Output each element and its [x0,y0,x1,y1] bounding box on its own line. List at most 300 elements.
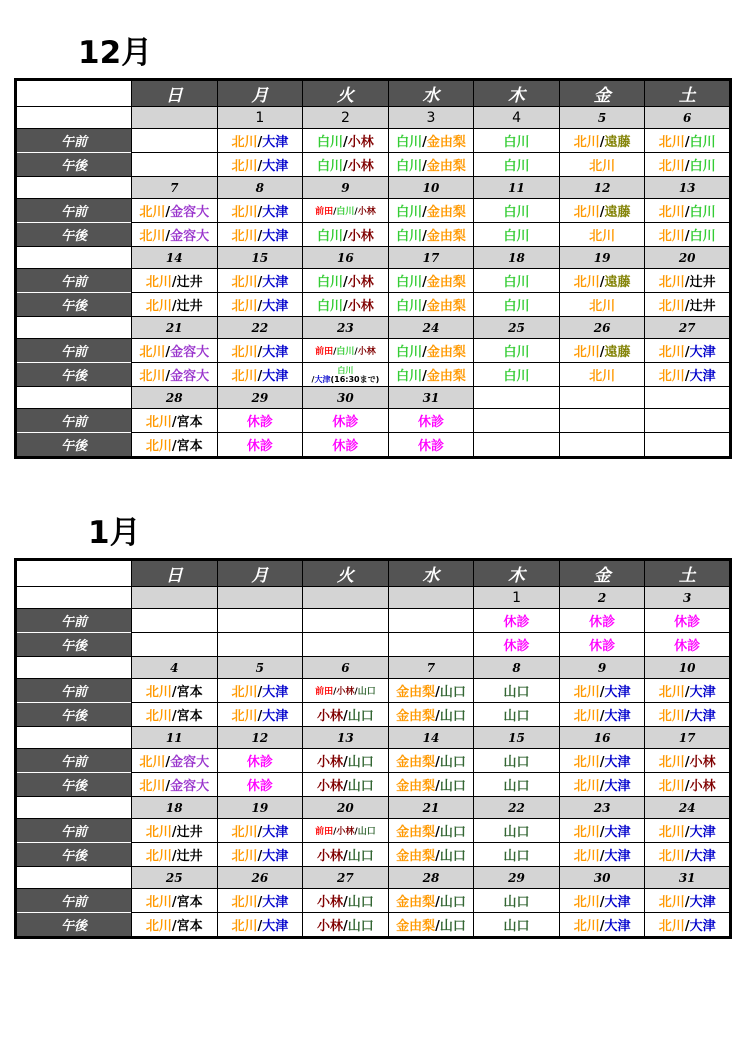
doctor-name: 北川 [658,275,685,290]
doctor-name: 北川 [658,229,685,244]
afternoon-row [16,913,731,938]
name-separator: / [257,159,263,174]
afternoon-label: 午後 [16,433,132,458]
doctor-name: 白川 [317,229,344,244]
date-row [16,587,731,609]
closed-label: 休診 [674,639,701,654]
afternoon-label: 午後 [16,223,132,247]
shift-cell [303,409,389,433]
weekday-header: 木 [474,560,560,587]
doctor-name: 山口 [439,825,466,840]
shift-cell [217,819,303,843]
shift-cell [132,199,218,223]
shift-cell [132,339,218,363]
date-cell: 29 [217,387,303,409]
doctor-name: 山口 [439,709,466,724]
shift-cell [217,913,303,938]
date-cell: 8 [217,177,303,199]
date-cell: 31 [645,867,731,889]
closed-label: 休診 [589,639,616,654]
shift-cell [303,609,389,633]
name-separator: / [354,687,358,697]
date-row [16,727,731,749]
shift-cell [474,153,560,177]
name-separator: / [599,709,605,724]
doctor-name: 金由梨 [426,135,466,150]
doctor-name: 北川 [589,229,616,244]
doctor-name: 白川 [396,135,423,150]
shift-cell [645,293,731,317]
date-cell: 17 [388,247,474,269]
doctor-name: 前田 [315,207,334,217]
shift-cell [132,749,218,773]
morning-row [16,409,731,433]
shift-cell [303,293,389,317]
doctor-name: 大津 [604,919,631,934]
date-cell: 2 [303,107,389,129]
shift-cell [132,269,218,293]
shift-cell [388,199,474,223]
date-cell: 20 [645,247,731,269]
name-separator: / [165,205,171,220]
morning-row [16,199,731,223]
shift-cell [559,433,645,458]
doctor-name: 宮本 [176,415,203,430]
date-cell: 19 [217,797,303,819]
doctor-name: 北川 [658,849,685,864]
date-cell: 11 [132,727,218,749]
name-separator: / [257,895,263,910]
doctor-name: 大津 [262,709,289,724]
doctor-name: 山口 [503,895,530,910]
date-row [16,867,731,889]
date-cell: 13 [303,727,389,749]
name-separator: / [257,135,263,150]
month-title-december: 12月 [78,35,153,71]
name-separator: / [684,685,690,700]
doctor-name: (16:30まで) [330,374,380,384]
shift-cell [559,129,645,153]
shift-cell [388,889,474,913]
doctor-name: 北川 [145,825,172,840]
shift-cell [559,363,645,387]
shift-cell [559,679,645,703]
date-cell: 6 [645,107,731,129]
doctor-name: 金由梨 [396,685,436,700]
shift-cell [474,773,560,797]
name-separator: / [684,205,690,220]
date-row [16,317,731,339]
name-separator: / [171,415,177,430]
name-separator: / [684,159,690,174]
morning-label: 午前 [16,339,132,363]
date-cell: 22 [217,317,303,339]
doctor-name: 金容大 [170,205,210,220]
name-separator: / [684,275,690,290]
date-row [16,657,731,679]
weekday-header: 水 [388,80,474,107]
shift-cell [217,679,303,703]
name-separator: / [171,685,177,700]
date-cell: 22 [474,797,560,819]
doctor-name: 山口 [347,779,374,794]
doctor-name: 北川 [231,685,258,700]
afternoon-label: 午後 [16,913,132,938]
shift-cell [388,409,474,433]
doctor-name: 北川 [145,439,172,454]
shift-cell [645,609,731,633]
shift-cell [474,679,560,703]
name-separator: / [684,825,690,840]
shift-cell [303,433,389,458]
doctor-name: 北川 [231,159,258,174]
doctor-name: 白川 [336,347,355,357]
date-cell: 23 [559,797,645,819]
doctor-name: 大津 [689,895,716,910]
shift-cell [645,433,731,458]
shift-cell [559,153,645,177]
date-cell: 4 [474,107,560,129]
doctor-name: 金容大 [170,779,210,794]
shift-cell [559,889,645,913]
shift-cell [132,913,218,938]
doctor-name: 北川 [658,895,685,910]
date-cell [559,387,645,409]
shift-cell [303,819,389,843]
weekday-header: 日 [132,80,218,107]
doctor-name: 北川 [589,159,616,174]
doctor-name: 小林 [336,687,355,697]
shift-cell [559,339,645,363]
morning-label: 午前 [16,609,132,633]
doctor-name: 北川 [658,919,685,934]
date-row-spacer [16,247,132,269]
doctor-name: 大津 [604,825,631,840]
name-separator: / [171,299,177,314]
shift-cell [559,633,645,657]
doctor-name: 山口 [439,755,466,770]
shift-cell [645,129,731,153]
shift-cell [559,703,645,727]
doctor-name: 北川 [658,369,685,384]
doctor-name: 北川 [231,135,258,150]
name-separator: / [171,275,177,290]
shift-cell [388,773,474,797]
doctor-name: 北川 [145,415,172,430]
doctor-name: 北川 [658,299,685,314]
doctor-name: 大津 [689,919,716,934]
name-separator: / [354,347,358,357]
date-cell: 17 [645,727,731,749]
date-cell: 5 [217,657,303,679]
shift-cell [388,703,474,727]
doctor-name: 金由梨 [426,205,466,220]
name-separator: / [422,345,427,360]
shift-line [303,375,388,384]
name-separator: / [599,919,605,934]
name-separator: / [684,919,690,934]
name-separator: / [599,135,605,150]
date-cell: 28 [132,387,218,409]
shift-cell [559,199,645,223]
closed-label: 休診 [332,439,359,454]
doctor-name: 白川 [503,135,530,150]
weekday-header: 火 [303,560,389,587]
doctor-name: 北川 [573,755,600,770]
doctor-name: 宮本 [176,439,203,454]
doctor-name: 北川 [658,345,685,360]
name-separator: / [257,205,263,220]
afternoon-label: 午後 [16,773,132,797]
name-separator: / [435,779,440,794]
name-separator: / [422,369,427,384]
doctor-name: 北川 [231,345,258,360]
morning-row [16,609,731,633]
closed-label: 休診 [246,755,273,770]
doctor-name: 小林 [347,135,374,150]
shift-cell [132,819,218,843]
doctor-name: 白川 [689,229,716,244]
name-separator: / [599,779,605,794]
doctor-name: 北川 [658,205,685,220]
date-cell: 14 [132,247,218,269]
name-separator: / [343,849,348,864]
doctor-name: 小林 [317,849,344,864]
shift-cell [217,153,303,177]
doctor-name: 白川 [503,275,530,290]
date-cell: 4 [132,657,218,679]
closed-label: 休診 [589,615,616,630]
name-separator: / [684,895,690,910]
date-cell: 5 [559,107,645,129]
shift-cell [132,363,218,387]
shift-cell [132,293,218,317]
doctor-name: 山口 [439,779,466,794]
date-cell: 7 [132,177,218,199]
date-cell: 18 [132,797,218,819]
date-row-spacer [16,387,132,409]
shift-cell [559,773,645,797]
morning-label: 午前 [16,409,132,433]
date-row [16,107,731,129]
afternoon-label: 午後 [16,153,132,177]
doctor-name: 大津 [689,825,716,840]
shift-cell [474,633,560,657]
shift-cell [388,609,474,633]
date-row [16,797,731,819]
name-separator: / [171,709,177,724]
morning-label: 午前 [16,819,132,843]
name-separator: / [599,205,605,220]
doctor-name: 北川 [231,275,258,290]
shift-cell [303,773,389,797]
doctor-name: 山口 [347,709,374,724]
doctor-name: 白川 [503,299,530,314]
doctor-name: 大津 [604,895,631,910]
shift-cell [474,223,560,247]
shift-cell [559,293,645,317]
shift-cell [217,843,303,867]
date-cell: 29 [474,867,560,889]
doctor-name: 白川 [317,275,344,290]
date-cell: 30 [303,387,389,409]
date-cell: 2 [559,587,645,609]
shift-cell [474,819,560,843]
name-separator: / [165,345,171,360]
shift-cell [645,679,731,703]
closed-label: 休診 [674,615,701,630]
shift-cell [645,889,731,913]
shift-cell [474,269,560,293]
doctor-name: 北川 [145,709,172,724]
morning-row [16,339,731,363]
shift-cell [645,633,731,657]
name-separator: / [599,825,605,840]
doctor-name: 大津 [689,369,716,384]
name-separator: / [354,207,358,217]
doctor-name: 大津 [262,229,289,244]
doctor-name: 遠藤 [604,345,631,360]
closed-label: 休診 [417,439,444,454]
doctor-name: 金由梨 [396,849,436,864]
doctor-name: 金容大 [170,755,210,770]
name-separator: / [257,275,263,290]
closed-label: 休診 [246,415,273,430]
name-separator: / [599,895,605,910]
doctor-name: 前田 [315,347,334,357]
weekday-header: 金 [559,80,645,107]
shift-cell [388,749,474,773]
shift-cell [132,153,218,177]
date-row-spacer [16,727,132,749]
date-cell [132,107,218,129]
shift-cell [474,409,560,433]
date-row [16,177,731,199]
shift-cell [474,913,560,938]
afternoon-row [16,363,731,387]
morning-row [16,269,731,293]
doctor-name: 辻井 [176,275,203,290]
doctor-name: 北川 [658,779,685,794]
date-cell: 19 [559,247,645,269]
doctor-name: 北川 [573,709,600,724]
name-separator: / [257,229,263,244]
date-cell: 25 [132,867,218,889]
name-separator: / [599,275,605,290]
doctor-name: 遠藤 [604,205,631,220]
date-cell: 23 [303,317,389,339]
doctor-name: 金由梨 [396,709,436,724]
closed-label: 休診 [246,779,273,794]
doctor-name: 白川 [396,205,423,220]
doctor-name: 辻井 [176,849,203,864]
shift-cell [474,339,560,363]
afternoon-row [16,773,731,797]
doctor-name: 小林 [689,755,716,770]
date-cell: 11 [474,177,560,199]
doctor-name: 大津 [262,849,289,864]
date-row [16,247,731,269]
doctor-name: 北川 [589,299,616,314]
name-separator: / [435,709,440,724]
name-separator: / [422,159,427,174]
name-separator: / [257,919,263,934]
shift-cell [217,363,303,387]
shift-cell [217,129,303,153]
date-cell: 16 [559,727,645,749]
doctor-name: 山口 [357,687,376,697]
doctor-name: 北川 [573,825,600,840]
date-cell: 3 [388,107,474,129]
date-cell [645,387,731,409]
shift-cell [645,913,731,938]
doctor-name: 白川 [689,205,716,220]
doctor-name: / [311,374,315,384]
name-separator: / [257,299,263,314]
doctor-name: 金由梨 [426,275,466,290]
date-cell: 26 [217,867,303,889]
name-separator: / [435,755,440,770]
shift-cell [474,129,560,153]
doctor-name: 山口 [503,919,530,934]
doctor-name: 北川 [231,919,258,934]
doctor-name: 辻井 [689,299,716,314]
doctor-name: 金由梨 [396,779,436,794]
shift-cell [474,749,560,773]
afternoon-label: 午後 [16,703,132,727]
doctor-name: 小林 [317,895,344,910]
shift-cell [474,609,560,633]
name-separator: / [422,135,427,150]
shift-cell [303,633,389,657]
doctor-name: 北川 [145,299,172,314]
name-separator: / [422,299,427,314]
closed-label: 休診 [332,415,359,430]
shift-cell [559,819,645,843]
doctor-name: 白川 [503,369,530,384]
name-separator: / [343,895,348,910]
name-separator: / [343,755,348,770]
doctor-name: 金容大 [170,229,210,244]
name-separator: / [343,919,348,934]
name-separator: / [165,369,171,384]
doctor-name: 金由梨 [396,825,436,840]
doctor-name: 山口 [503,709,530,724]
morning-label: 午前 [16,679,132,703]
month-title-january: 1月 [88,515,141,551]
january-schedule-table [14,558,732,939]
name-separator: / [435,895,440,910]
name-separator: / [599,685,605,700]
doctor-name: 白川 [503,229,530,244]
morning-label: 午前 [16,269,132,293]
date-cell [388,587,474,609]
date-row-spacer [16,177,132,199]
doctor-name: 金由梨 [396,755,436,770]
doctor-name: 山口 [347,755,374,770]
doctor-name: 白川 [503,345,530,360]
date-row-spacer [16,587,132,609]
doctor-name: 前田 [315,827,334,837]
doctor-name: 北川 [573,849,600,864]
date-cell: 12 [559,177,645,199]
date-cell: 20 [303,797,389,819]
shift-cell [559,609,645,633]
weekday-header: 金 [559,560,645,587]
name-separator: / [684,135,690,150]
closed-label: 休診 [417,415,444,430]
doctor-name: 白川 [396,275,423,290]
